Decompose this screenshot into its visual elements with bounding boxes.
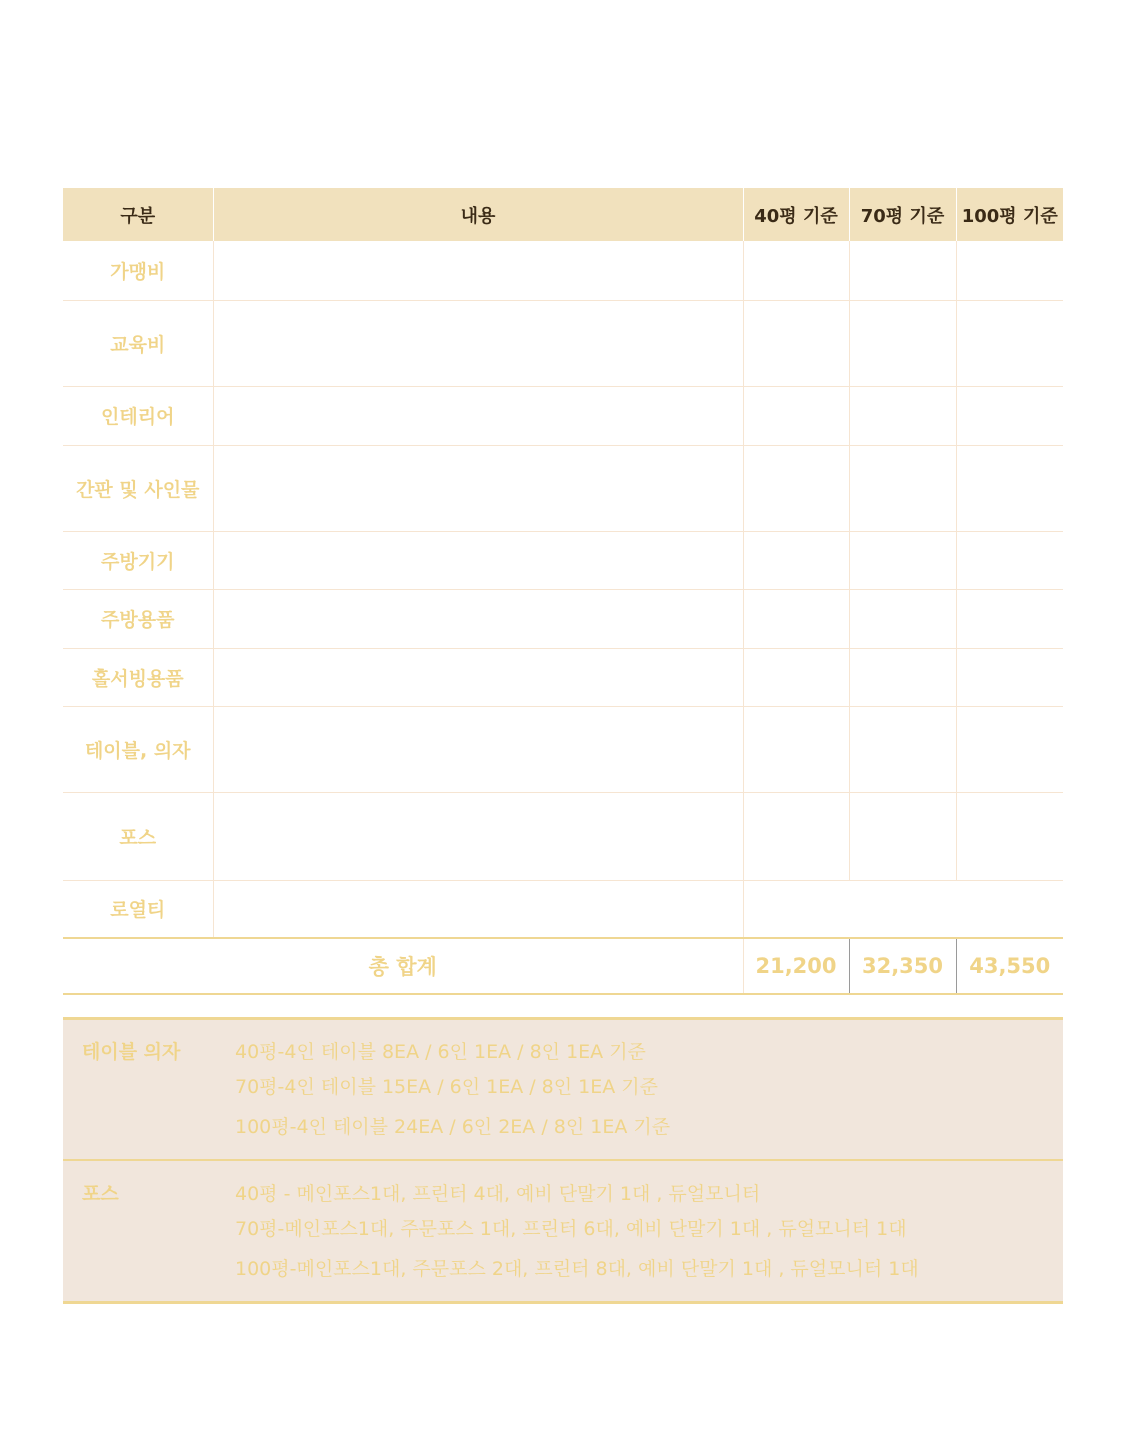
row-40py (743, 589, 849, 648)
row-category: 주방기기 (63, 531, 213, 589)
row-70py (849, 648, 956, 706)
row-100py (956, 531, 1063, 589)
royalty-value-cell (743, 880, 1063, 938)
row-40py (743, 648, 849, 706)
row-70py (849, 300, 956, 386)
row-category: 간판 및 사인물 (63, 445, 213, 531)
total-40py: 21,200 (743, 938, 849, 994)
row-content (213, 648, 743, 706)
total-row (63, 938, 1063, 994)
note-line: 100평-4인 테이블 24EA / 6인 2EA / 8인 1EA 기준 (235, 1116, 671, 1138)
note-lines (235, 1037, 1063, 1147)
row-70py (849, 386, 956, 445)
table-row (63, 531, 1063, 589)
row-category: 홀서빙용품 (63, 648, 213, 706)
header-content: 내용 (213, 188, 743, 241)
table-row (63, 445, 1063, 531)
table-row (63, 792, 1063, 880)
row-content (213, 880, 743, 938)
row-100py (956, 241, 1063, 300)
row-70py (849, 792, 956, 880)
note-table-chair (63, 1020, 1063, 1159)
header-70py: 70평 기준 (849, 188, 956, 241)
row-70py (849, 531, 956, 589)
row-content (213, 792, 743, 880)
table-row (63, 706, 1063, 792)
row-40py (743, 792, 849, 880)
row-category: 주방용품 (63, 589, 213, 648)
table-row (63, 648, 1063, 706)
row-40py (743, 531, 849, 589)
row-category: 로열티 (63, 880, 213, 938)
row-70py (849, 706, 956, 792)
header-category: 구분 (63, 188, 213, 241)
note-line: 70평-메인포스1대, 주문포스 1대, 프린터 6대, 예비 단말기 1대 , 듀얼모니터 1대 (235, 1218, 907, 1240)
row-content (213, 386, 743, 445)
row-100py (956, 300, 1063, 386)
row-100py (956, 589, 1063, 648)
row-70py (849, 589, 956, 648)
row-100py (956, 386, 1063, 445)
row-40py (743, 241, 849, 300)
note-title: 포스 (82, 1183, 119, 1205)
row-40py (743, 445, 849, 531)
row-category: 테이블, 의자 (63, 706, 213, 792)
note-line: 40평-4인 테이블 8EA / 6인 1EA / 8인 1EA 기준 (235, 1041, 646, 1063)
total-100py: 43,550 (956, 938, 1063, 994)
row-content (213, 300, 743, 386)
row-40py (743, 706, 849, 792)
table-row (63, 589, 1063, 648)
row-40py (743, 300, 849, 386)
row-category: 가맹비 (110, 260, 166, 283)
notes-box (63, 1017, 1063, 1304)
row-content (213, 241, 743, 300)
row-category: 인테리어 (63, 386, 213, 445)
header-100py: 100평 기준 (956, 188, 1063, 241)
total-label: 총 합계 (63, 938, 743, 994)
note-title: 테이블 의자 (82, 1041, 181, 1063)
table-row (63, 880, 1063, 938)
table-row (63, 386, 1063, 445)
note-line: 100평-메인포스1대, 주문포스 2대, 프린터 8대, 예비 단말기 1대 , 듀얼모니터 1대 (235, 1258, 919, 1280)
row-category: 교육비 (63, 300, 213, 386)
row-content (213, 531, 743, 589)
row-content (213, 589, 743, 648)
header-40py: 40평 기준 (743, 188, 849, 241)
row-100py (956, 706, 1063, 792)
table-row (63, 241, 1063, 300)
note-line: 70평-4인 테이블 15EA / 6인 1EA / 8인 1EA 기준 (235, 1076, 659, 1098)
row-100py (956, 648, 1063, 706)
note-pos (63, 1159, 1063, 1301)
note-lines (235, 1179, 1063, 1289)
row-content (213, 706, 743, 792)
table-row (63, 300, 1063, 386)
row-70py (849, 241, 956, 300)
row-content (213, 445, 743, 531)
row-70py (849, 445, 956, 531)
table-header-row (63, 188, 1063, 241)
note-line: 40평 - 메인포스1대, 프린터 4대, 예비 단말기 1대 , 듀얼모니터 (235, 1183, 761, 1205)
row-40py (743, 386, 849, 445)
total-70py: 32,350 (849, 938, 956, 994)
row-100py (956, 792, 1063, 880)
row-100py (956, 445, 1063, 531)
row-category: 포스 (63, 792, 213, 880)
franchise-cost-table (63, 188, 1063, 995)
